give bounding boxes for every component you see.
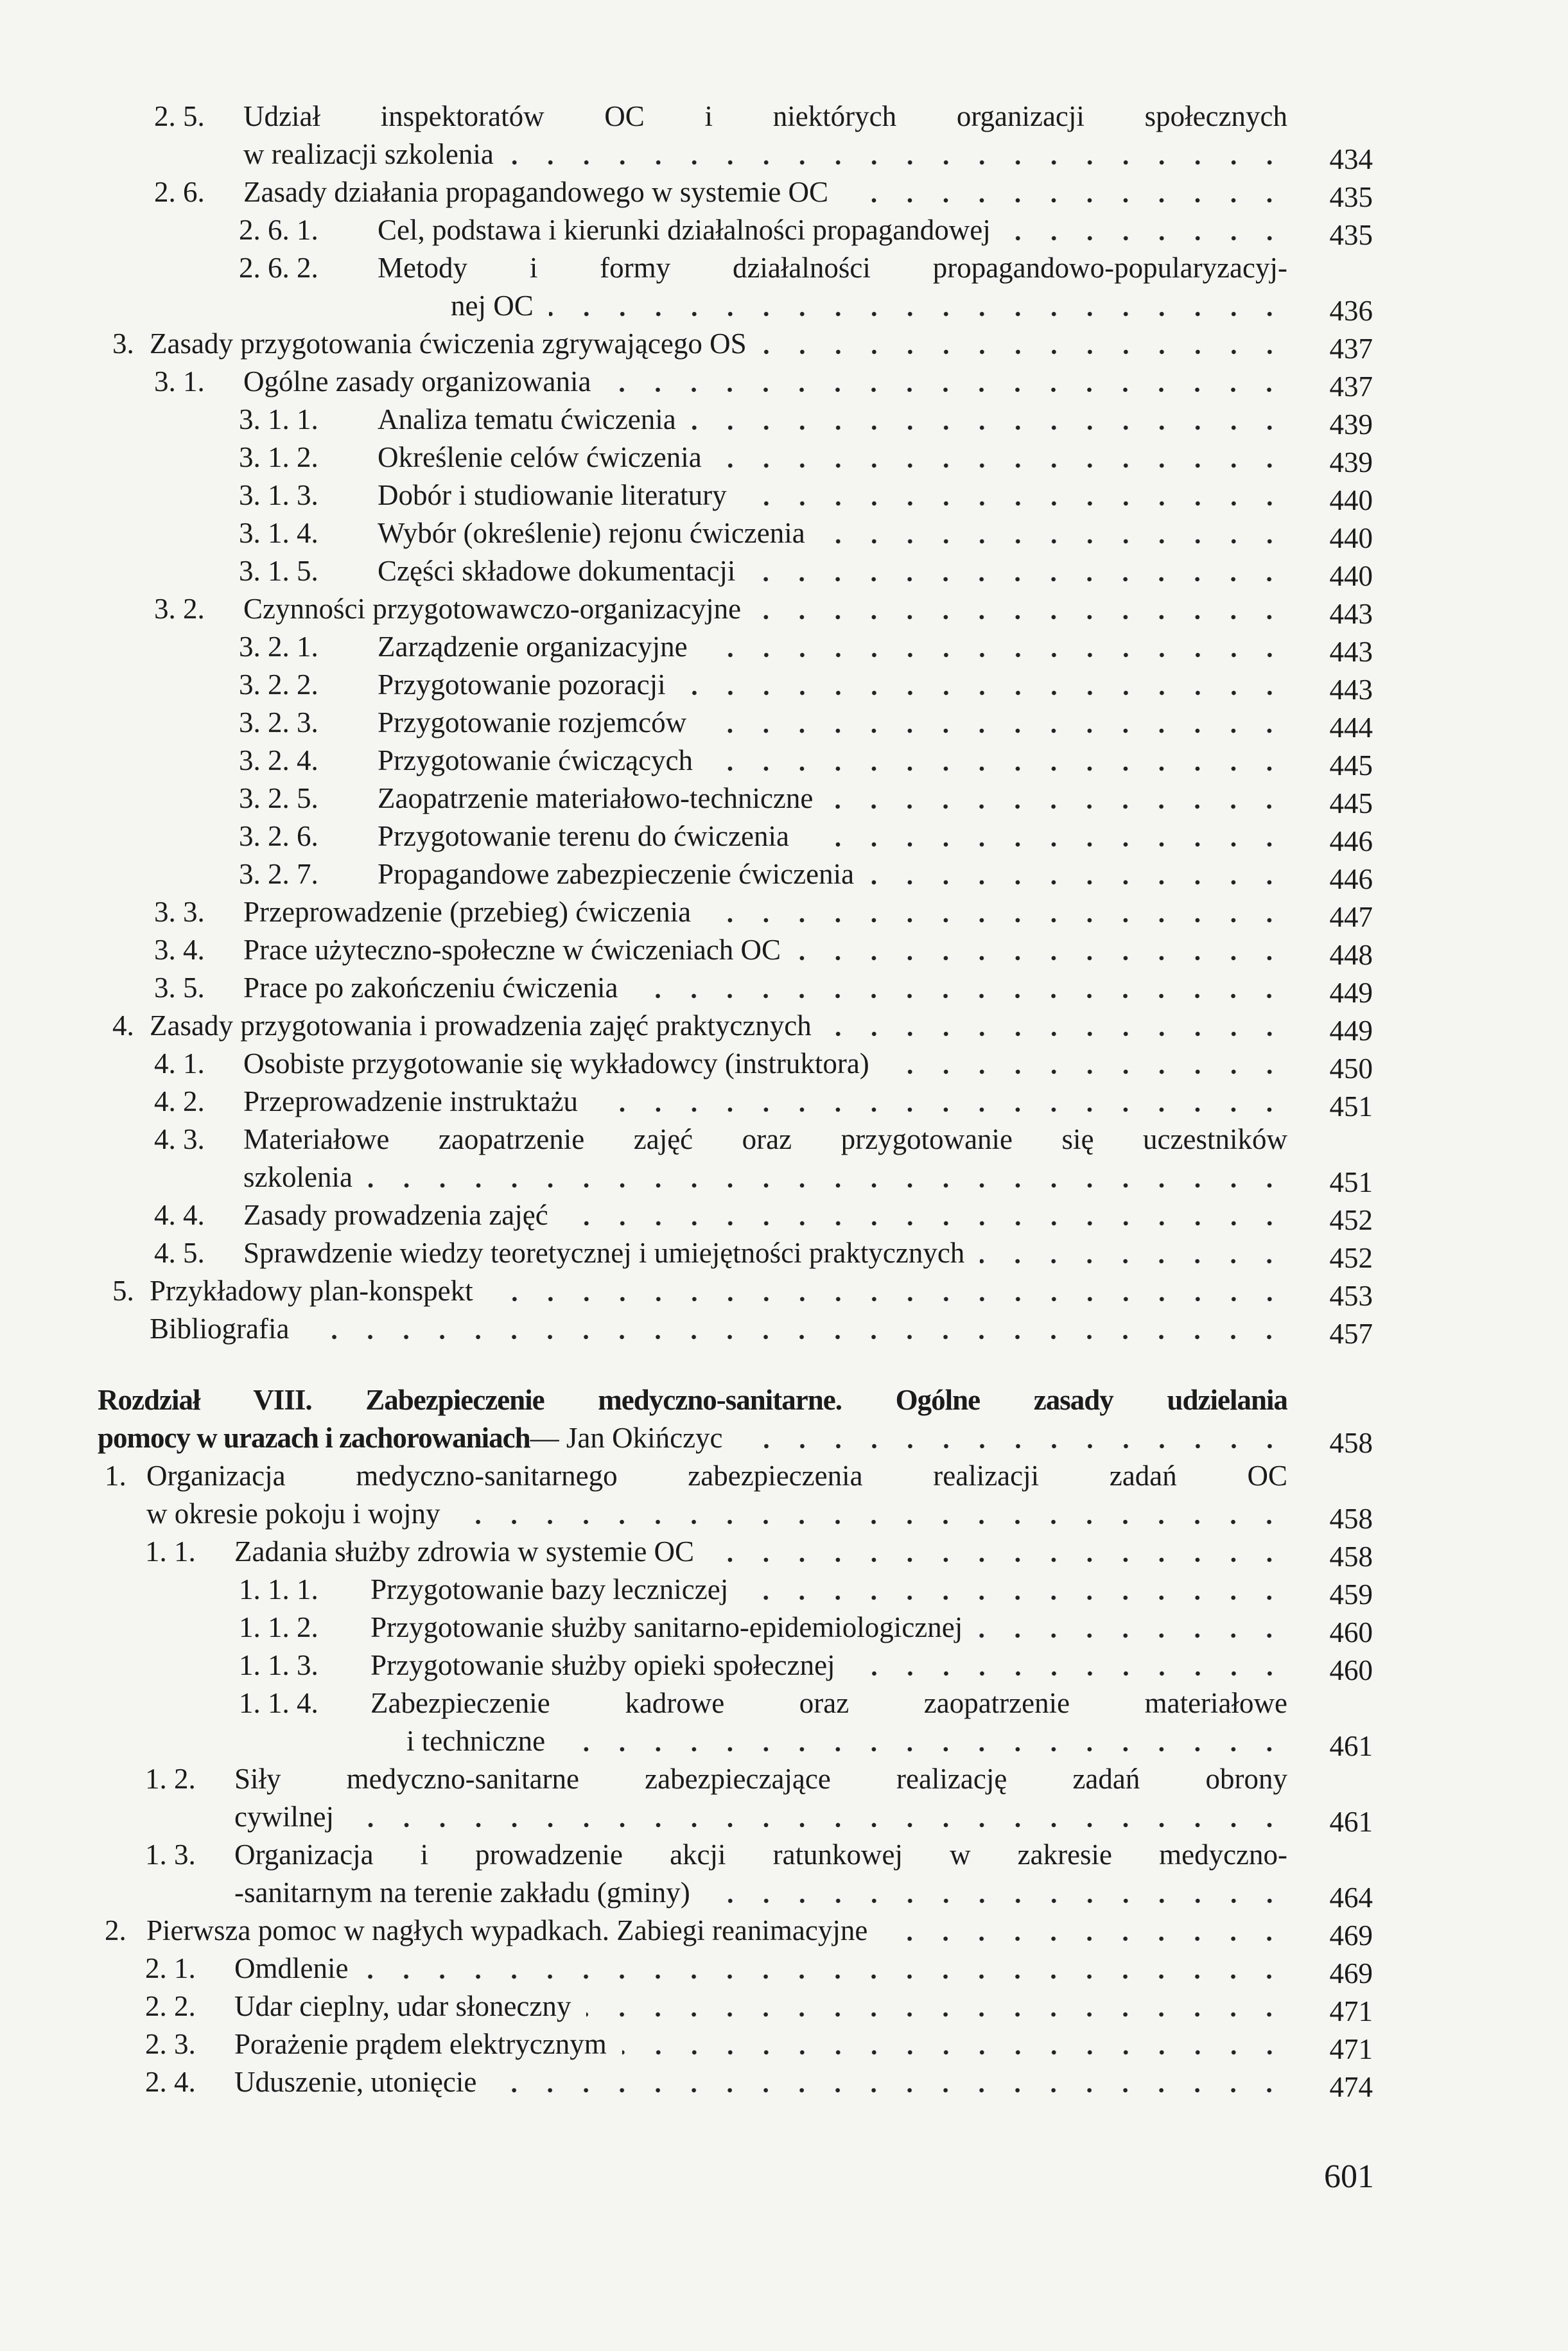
entry-number: 1. 1. bbox=[145, 1535, 196, 1568]
entry-number: 2. bbox=[105, 1914, 126, 1946]
entry-number: 3. 5. bbox=[154, 972, 205, 1004]
entry-title-wrap bbox=[243, 173, 1287, 211]
table-of-contents bbox=[0, 98, 1568, 2101]
page-number: 469 bbox=[1329, 1957, 1373, 1989]
entry-title-wrap bbox=[146, 1912, 1287, 1950]
dot-leader bbox=[622, 2025, 1287, 2063]
toc-section-chapter-viii bbox=[0, 1381, 1568, 2101]
entry-title: Analiza tematu ćwiczenia bbox=[378, 403, 676, 435]
entry-title: Przygotowanie bazy leczniczej bbox=[370, 1573, 729, 1605]
entry-title: Uduszenie, utonięcie bbox=[234, 2066, 477, 2098]
page-number: 471 bbox=[1329, 1995, 1373, 2027]
entry-title: Przygotowanie służby sanitarno-epidemiologicznej bbox=[370, 1611, 963, 1643]
dot-leader bbox=[492, 2063, 1287, 2101]
page-number: 449 bbox=[1329, 1015, 1373, 1047]
entry-title-wrap bbox=[150, 1007, 1287, 1045]
toc-entry-line bbox=[0, 1760, 1568, 1798]
entry-title: Wybór (określenie) rejonu ćwiczenia bbox=[378, 517, 805, 549]
page-number: 460 bbox=[1329, 1654, 1373, 1686]
entry-number: 5. bbox=[112, 1275, 134, 1307]
entry-title: Zaopatrzenie materiałowo-techniczne bbox=[378, 782, 814, 814]
page-number: 451 bbox=[1329, 1090, 1373, 1123]
dot-leader bbox=[869, 855, 1287, 893]
toc-entry-line bbox=[0, 1609, 1568, 1647]
dot-leader bbox=[304, 1310, 1287, 1348]
entry-number: 1. 1. 2. bbox=[239, 1611, 318, 1643]
entry-title-wrap bbox=[243, 1045, 1287, 1083]
toc-entry-line bbox=[0, 98, 1568, 135]
entry-number: 3. 1. bbox=[154, 365, 205, 398]
toc-entry-line bbox=[0, 1874, 1568, 1912]
entry-title: Przeprowadzenie instruktażu bbox=[243, 1085, 579, 1117]
entry-title: Bibliografia bbox=[150, 1313, 290, 1345]
entry-title-wrap bbox=[243, 1083, 1287, 1121]
entry-number: 1. 1. 3. bbox=[239, 1649, 318, 1681]
entry-title-wrap bbox=[243, 893, 1287, 931]
dot-leader bbox=[593, 1083, 1287, 1121]
toc-entry-line bbox=[0, 1457, 1568, 1495]
entry-number: 3. 2. 1. bbox=[239, 631, 318, 663]
chapter-heading: Rozdział VIII. Zabezpieczenie medyczno-sanitarne. Ogólne zasady udzielania bbox=[98, 1384, 1287, 1416]
dot-leader bbox=[633, 969, 1287, 1007]
entry-title: Przeprowadzenie (przebieg) ćwiczenia bbox=[243, 896, 692, 928]
toc-entry-line bbox=[0, 1083, 1568, 1121]
entry-title: Przygotowanie służby opieki społecznej bbox=[370, 1649, 835, 1681]
page-number: 435 bbox=[1329, 181, 1373, 213]
entry-title-wrap bbox=[378, 817, 1287, 855]
page-number: 436 bbox=[1329, 295, 1373, 327]
page-number: 474 bbox=[1329, 2071, 1373, 2103]
entry-title: Przygotowanie rozjemców bbox=[378, 706, 687, 739]
toc-entry-line bbox=[0, 1045, 1568, 1083]
dot-leader bbox=[756, 590, 1287, 628]
entry-number: 3. 2. 3. bbox=[239, 706, 318, 739]
entry-number: 4. 2. bbox=[154, 1085, 205, 1117]
entry-title: Zabezpieczenie kadrowe oraz zaopatrzenie materiałowe bbox=[370, 1687, 1287, 1719]
page-number: 445 bbox=[1329, 749, 1373, 782]
toc-entry-line bbox=[0, 401, 1568, 439]
dot-leader bbox=[883, 1912, 1287, 1950]
toc-entry-line bbox=[0, 1571, 1568, 1609]
toc-entry-line bbox=[0, 1684, 1568, 1722]
dot-leader bbox=[710, 1533, 1287, 1571]
dot-leader bbox=[606, 363, 1287, 401]
page-number: 439 bbox=[1329, 446, 1373, 478]
entry-title: Organizacja i prowadzenie akcji ratunkowej w zakresie medyczno- bbox=[234, 1839, 1287, 1871]
page-number: 469 bbox=[1329, 1919, 1373, 1952]
entry-title-wrap bbox=[451, 287, 1287, 325]
entry-title-wrap bbox=[243, 135, 1287, 173]
dot-leader bbox=[455, 1495, 1287, 1533]
entry-title: Zasady przygotowania i prowadzenia zajęć praktycznych bbox=[150, 1009, 812, 1042]
page-number: 461 bbox=[1329, 1730, 1373, 1762]
toc-entry-line bbox=[0, 1234, 1568, 1272]
toc-entry-line bbox=[0, 855, 1568, 893]
entry-title: Pierwsza pomoc w nagłych wypadkach. Zabiegi reanimacyjne bbox=[146, 1914, 868, 1946]
toc-entry-line bbox=[0, 1533, 1568, 1571]
entry-number: 4. 4. bbox=[154, 1199, 205, 1231]
entry-title-wrap bbox=[243, 931, 1287, 969]
entry-title-wrap bbox=[146, 1495, 1287, 1533]
entry-number: 2. 1. bbox=[145, 1952, 196, 1984]
toc-entry-line bbox=[0, 1310, 1568, 1348]
entry-number: 4. 3. bbox=[154, 1123, 205, 1155]
entry-title-wrap bbox=[370, 1609, 1287, 1647]
dot-leader bbox=[349, 1798, 1287, 1836]
page-number: 440 bbox=[1329, 560, 1373, 592]
entry-title: Siły medyczno-sanitarne zabezpieczające realizację zadań obrony bbox=[234, 1763, 1287, 1795]
entry-title: -sanitarnym na terenie zakładu (gminy) bbox=[234, 1876, 690, 1909]
entry-title: Sprawdzenie wiedzy teoretycznej i umiejętności praktycznych bbox=[243, 1237, 965, 1269]
dot-leader bbox=[742, 476, 1287, 514]
entry-title-wrap bbox=[378, 552, 1287, 590]
toc-entry-line bbox=[0, 1495, 1568, 1533]
entry-title-wrap bbox=[378, 704, 1287, 742]
toc-entry-line bbox=[0, 969, 1568, 1007]
toc-entry-line bbox=[0, 893, 1568, 931]
dot-leader bbox=[762, 325, 1287, 363]
entry-title: Porażenie prądem elektrycznym bbox=[234, 2028, 607, 2060]
entry-number: 4. 1. bbox=[154, 1047, 205, 1079]
page-number: 443 bbox=[1329, 636, 1373, 668]
chapter-heading-line bbox=[0, 1381, 1568, 1419]
entry-title-wrap bbox=[234, 2063, 1287, 2101]
dot-leader bbox=[978, 1609, 1287, 1647]
dot-leader bbox=[702, 704, 1287, 742]
entry-title-wrap bbox=[243, 1158, 1287, 1196]
entry-title-wrap bbox=[378, 780, 1287, 817]
page-number: 452 bbox=[1329, 1204, 1373, 1236]
entry-title-wrap bbox=[243, 363, 1287, 401]
entry-title: Zarządzenie organizacyjne bbox=[378, 631, 688, 663]
toc-entry-line bbox=[0, 1007, 1568, 1045]
entry-title: nej OC bbox=[451, 290, 534, 322]
entry-number: 1. 1. 1. bbox=[239, 1573, 318, 1605]
entry-title: Zasady działania propagandowego w systemie OC bbox=[243, 176, 828, 208]
entry-title: Udar cieplny, udar słoneczny bbox=[234, 1990, 571, 2022]
entry-title: Cel, podstawa i kierunki działalności propagandowej bbox=[378, 214, 991, 246]
dot-leader bbox=[851, 1647, 1287, 1684]
entry-number: 3. 1. 1. bbox=[239, 403, 318, 435]
entry-title-wrap bbox=[378, 476, 1287, 514]
entry-number: 4. 5. bbox=[154, 1237, 205, 1269]
entry-title-wrap bbox=[234, 2025, 1287, 2063]
entry-number: 2. 5. bbox=[154, 100, 205, 132]
page-number: 449 bbox=[1329, 977, 1373, 1009]
chapter-author: — Jan Okińczyc bbox=[530, 1422, 723, 1454]
entry-title: Określenie celów ćwiczenia bbox=[378, 441, 702, 473]
dot-leader bbox=[738, 1419, 1287, 1457]
entry-title-wrap bbox=[378, 666, 1287, 704]
toc-entry-line bbox=[0, 1158, 1568, 1196]
entry-title: Organizacja medyczno-sanitarnego zabezpieczenia realizacji zadań OC bbox=[146, 1460, 1287, 1492]
entry-number: 3. 4. bbox=[154, 934, 205, 966]
toc-entry-line bbox=[0, 1196, 1568, 1234]
entry-number: 1. 1. 4. bbox=[239, 1687, 318, 1719]
entry-number: 1. 3. bbox=[145, 1839, 196, 1871]
folio-page-number: 601 bbox=[1324, 2158, 1374, 2195]
entry-title: Propagandowe zabezpieczenie ćwiczenia bbox=[378, 858, 855, 890]
entry-title: Udział inspektoratów OC i niektórych organizacji społecznych bbox=[243, 100, 1287, 132]
page-number: 434 bbox=[1329, 143, 1373, 175]
toc-entry-line bbox=[0, 1950, 1568, 1988]
dot-leader bbox=[549, 287, 1287, 325]
dot-leader bbox=[564, 1196, 1287, 1234]
dot-leader bbox=[703, 628, 1287, 666]
toc-entry-line bbox=[0, 1988, 1568, 2025]
dot-leader bbox=[980, 1234, 1287, 1272]
entry-title-wrap bbox=[378, 211, 1287, 249]
entry-title-wrap bbox=[243, 1196, 1287, 1234]
entry-title-wrap bbox=[234, 1798, 1287, 1836]
entry-number: 1. 2. bbox=[145, 1763, 196, 1795]
dot-leader bbox=[509, 135, 1287, 173]
entry-title-wrap bbox=[150, 1310, 1287, 1348]
entry-title: Osobiste przygotowanie się wykładowcy (instruktora) bbox=[243, 1047, 869, 1079]
entry-title: w okresie pokoju i wojny bbox=[146, 1498, 440, 1530]
entry-title-wrap bbox=[378, 742, 1287, 780]
entry-title: Materiałowe zaopatrzenie zajęć oraz przygotowanie się uczestników bbox=[243, 1123, 1287, 1155]
dot-leader bbox=[706, 1874, 1287, 1912]
dot-leader bbox=[586, 1988, 1287, 2025]
toc-entry-line bbox=[0, 1722, 1568, 1760]
toc-entry-line bbox=[0, 1912, 1568, 1950]
chapter-heading-line bbox=[0, 1419, 1568, 1457]
entry-number: 3. 2. 6. bbox=[239, 820, 318, 852]
page-number: 453 bbox=[1329, 1280, 1373, 1312]
toc-entry-line bbox=[0, 2063, 1568, 2101]
page-number: 458 bbox=[1329, 1541, 1373, 1573]
toc-entry-line bbox=[0, 287, 1568, 325]
page-number: 464 bbox=[1329, 1882, 1373, 1914]
entry-number: 3. 2. 5. bbox=[239, 782, 318, 814]
entry-title-wrap bbox=[243, 969, 1287, 1007]
entry-number: 2. 4. bbox=[145, 2066, 196, 2098]
entry-title-wrap bbox=[378, 439, 1287, 476]
entry-title-wrap bbox=[378, 514, 1287, 552]
page-number: 440 bbox=[1329, 522, 1373, 554]
toc-entry-line bbox=[0, 249, 1568, 287]
dot-leader bbox=[708, 742, 1287, 780]
entry-number: 3. 2. 4. bbox=[239, 744, 318, 776]
page-number: 437 bbox=[1329, 333, 1373, 365]
toc-entry-line bbox=[0, 742, 1568, 780]
entry-title: Przygotowanie ćwiczących bbox=[378, 744, 693, 776]
dot-leader bbox=[744, 1571, 1287, 1609]
toc-entry-line bbox=[0, 173, 1568, 211]
page-number: 446 bbox=[1329, 863, 1373, 895]
toc-entry-line bbox=[0, 211, 1568, 249]
page-number: 458 bbox=[1329, 1503, 1373, 1535]
entry-title: w realizacji szkolenia bbox=[243, 138, 494, 170]
page-number: 435 bbox=[1329, 219, 1373, 251]
toc-entry-line bbox=[0, 1121, 1568, 1158]
dot-leader bbox=[796, 931, 1287, 969]
dot-leader bbox=[805, 817, 1287, 855]
page-number: 443 bbox=[1329, 674, 1373, 706]
dot-leader bbox=[692, 401, 1287, 439]
dot-leader bbox=[368, 1158, 1287, 1196]
entry-title: Zasady przygotowania ćwiczenia zgrywającego OS bbox=[150, 328, 747, 360]
entry-number: 4. bbox=[112, 1009, 134, 1042]
entry-title-wrap bbox=[150, 325, 1287, 363]
dot-leader bbox=[561, 1722, 1287, 1760]
toc-entry-line bbox=[0, 552, 1568, 590]
entry-title-wrap bbox=[378, 401, 1287, 439]
toc-entry-line bbox=[0, 439, 1568, 476]
entry-title: Przykładowy plan-konspekt bbox=[150, 1275, 473, 1307]
entry-number: 3. 2. 7. bbox=[239, 858, 318, 890]
dot-leader bbox=[821, 514, 1287, 552]
chapter-heading-last bbox=[98, 1419, 1287, 1457]
entry-title: Prace użyteczno-społeczne w ćwiczeniach OC bbox=[243, 934, 781, 966]
entry-number: 2. 6. 1. bbox=[239, 214, 318, 246]
page-number: 439 bbox=[1329, 408, 1373, 441]
entry-title-wrap bbox=[378, 855, 1287, 893]
toc-entry-line bbox=[0, 1647, 1568, 1684]
entry-number: 3. 1. 2. bbox=[239, 441, 318, 473]
page-number: 445 bbox=[1329, 787, 1373, 819]
dot-leader bbox=[827, 1007, 1287, 1045]
page-number: 440 bbox=[1329, 484, 1373, 516]
page-number: 458 bbox=[1329, 1427, 1373, 1459]
page-number: 452 bbox=[1329, 1242, 1373, 1274]
entry-number: 3. 1. 4. bbox=[239, 517, 318, 549]
page-number: 444 bbox=[1329, 712, 1373, 744]
toc-entry-line bbox=[0, 628, 1568, 666]
toc-entry-line bbox=[0, 1798, 1568, 1836]
entry-title: i techniczne bbox=[406, 1725, 546, 1757]
toc-entry-line bbox=[0, 931, 1568, 969]
page-number: 461 bbox=[1329, 1806, 1373, 1838]
entry-title: Części składowe dokumentacji bbox=[378, 555, 736, 587]
page-number: 457 bbox=[1329, 1318, 1373, 1350]
entry-title-wrap bbox=[406, 1722, 1287, 1760]
toc-entry-line bbox=[0, 2025, 1568, 2063]
entry-number: 3. 1. 5. bbox=[239, 555, 318, 587]
dot-leader bbox=[885, 1045, 1287, 1083]
entry-number: 3. 2. bbox=[154, 593, 205, 625]
entry-title-wrap bbox=[150, 1272, 1287, 1310]
chapter-heading-cont: pomocy w urazach i zachorowaniach bbox=[98, 1422, 530, 1454]
entry-title-wrap bbox=[370, 1571, 1287, 1609]
toc-section-chapter-vii-continued bbox=[0, 98, 1568, 1348]
dot-leader bbox=[828, 780, 1287, 817]
entry-title: Ogólne zasady organizowania bbox=[243, 365, 591, 398]
entry-number: 3. 3. bbox=[154, 896, 205, 928]
toc-entry-line bbox=[0, 514, 1568, 552]
dot-leader bbox=[844, 173, 1287, 211]
page-number: 446 bbox=[1329, 825, 1373, 857]
entry-title: Metody i formy działalności propagandowo-popularyzacyj- bbox=[378, 252, 1287, 284]
toc-entry-line bbox=[0, 704, 1568, 742]
dot-leader bbox=[1006, 211, 1287, 249]
entry-title-wrap bbox=[234, 1950, 1287, 1988]
page-number: 448 bbox=[1329, 939, 1373, 971]
toc-entry-line bbox=[0, 666, 1568, 704]
page-number: 450 bbox=[1329, 1053, 1373, 1085]
entry-number: 1. bbox=[105, 1460, 126, 1492]
entry-title-wrap bbox=[243, 1234, 1287, 1272]
toc-entry-line bbox=[0, 1272, 1568, 1310]
dot-leader bbox=[489, 1272, 1287, 1310]
entry-title: Czynności przygotowawczo-organizacyjne bbox=[243, 593, 742, 625]
page-number: 460 bbox=[1329, 1616, 1373, 1648]
page-number: 471 bbox=[1329, 2033, 1373, 2065]
dot-leader bbox=[363, 1950, 1287, 1988]
page-number: 459 bbox=[1329, 1578, 1373, 1611]
entry-number: 3. 2. 2. bbox=[239, 669, 318, 701]
dot-leader bbox=[751, 552, 1287, 590]
toc-entry-line bbox=[0, 817, 1568, 855]
entry-title: Dobór i studiowanie literatury bbox=[378, 479, 727, 511]
dot-leader bbox=[681, 666, 1287, 704]
page-number: 437 bbox=[1329, 371, 1373, 403]
toc-entry-line bbox=[0, 590, 1568, 628]
entry-number: 2. 6. bbox=[154, 176, 205, 208]
toc-entry-line bbox=[0, 1836, 1568, 1874]
toc-entry-line bbox=[0, 780, 1568, 817]
page-number: 443 bbox=[1329, 598, 1373, 630]
entry-title-wrap bbox=[234, 1988, 1287, 2025]
entry-number: 3. 1. 3. bbox=[239, 479, 318, 511]
entry-title-wrap bbox=[370, 1647, 1287, 1684]
entry-title: cywilnej bbox=[234, 1801, 334, 1833]
entry-title-wrap bbox=[378, 628, 1287, 666]
entry-title: Przygotowanie pozoracji bbox=[378, 669, 666, 701]
entry-title-wrap bbox=[234, 1874, 1287, 1912]
toc-entry-line bbox=[0, 363, 1568, 401]
toc-entry-line bbox=[0, 135, 1568, 173]
entry-title-wrap bbox=[243, 590, 1287, 628]
entry-title: Zadania służby zdrowia w systemie OC bbox=[234, 1535, 695, 1568]
entry-title-wrap bbox=[234, 1533, 1287, 1571]
toc-entry-line bbox=[0, 325, 1568, 363]
dot-leader bbox=[717, 439, 1287, 476]
entry-number: 3. bbox=[112, 328, 134, 360]
page-number: 451 bbox=[1329, 1166, 1373, 1198]
entry-title: Przygotowanie terenu do ćwiczenia bbox=[378, 820, 789, 852]
entry-number: 2. 6. 2. bbox=[239, 252, 318, 284]
entry-title: szkolenia bbox=[243, 1161, 353, 1193]
page-number: 447 bbox=[1329, 901, 1373, 933]
entry-number: 2. 2. bbox=[145, 1990, 196, 2022]
entry-number: 2. 3. bbox=[145, 2028, 196, 2060]
dot-leader bbox=[706, 893, 1287, 931]
entry-title: Omdlenie bbox=[234, 1952, 349, 1984]
entry-title: Zasady prowadzenia zajęć bbox=[243, 1199, 548, 1231]
entry-title: Prace po zakończeniu ćwiczenia bbox=[243, 972, 618, 1004]
toc-entry-line bbox=[0, 476, 1568, 514]
